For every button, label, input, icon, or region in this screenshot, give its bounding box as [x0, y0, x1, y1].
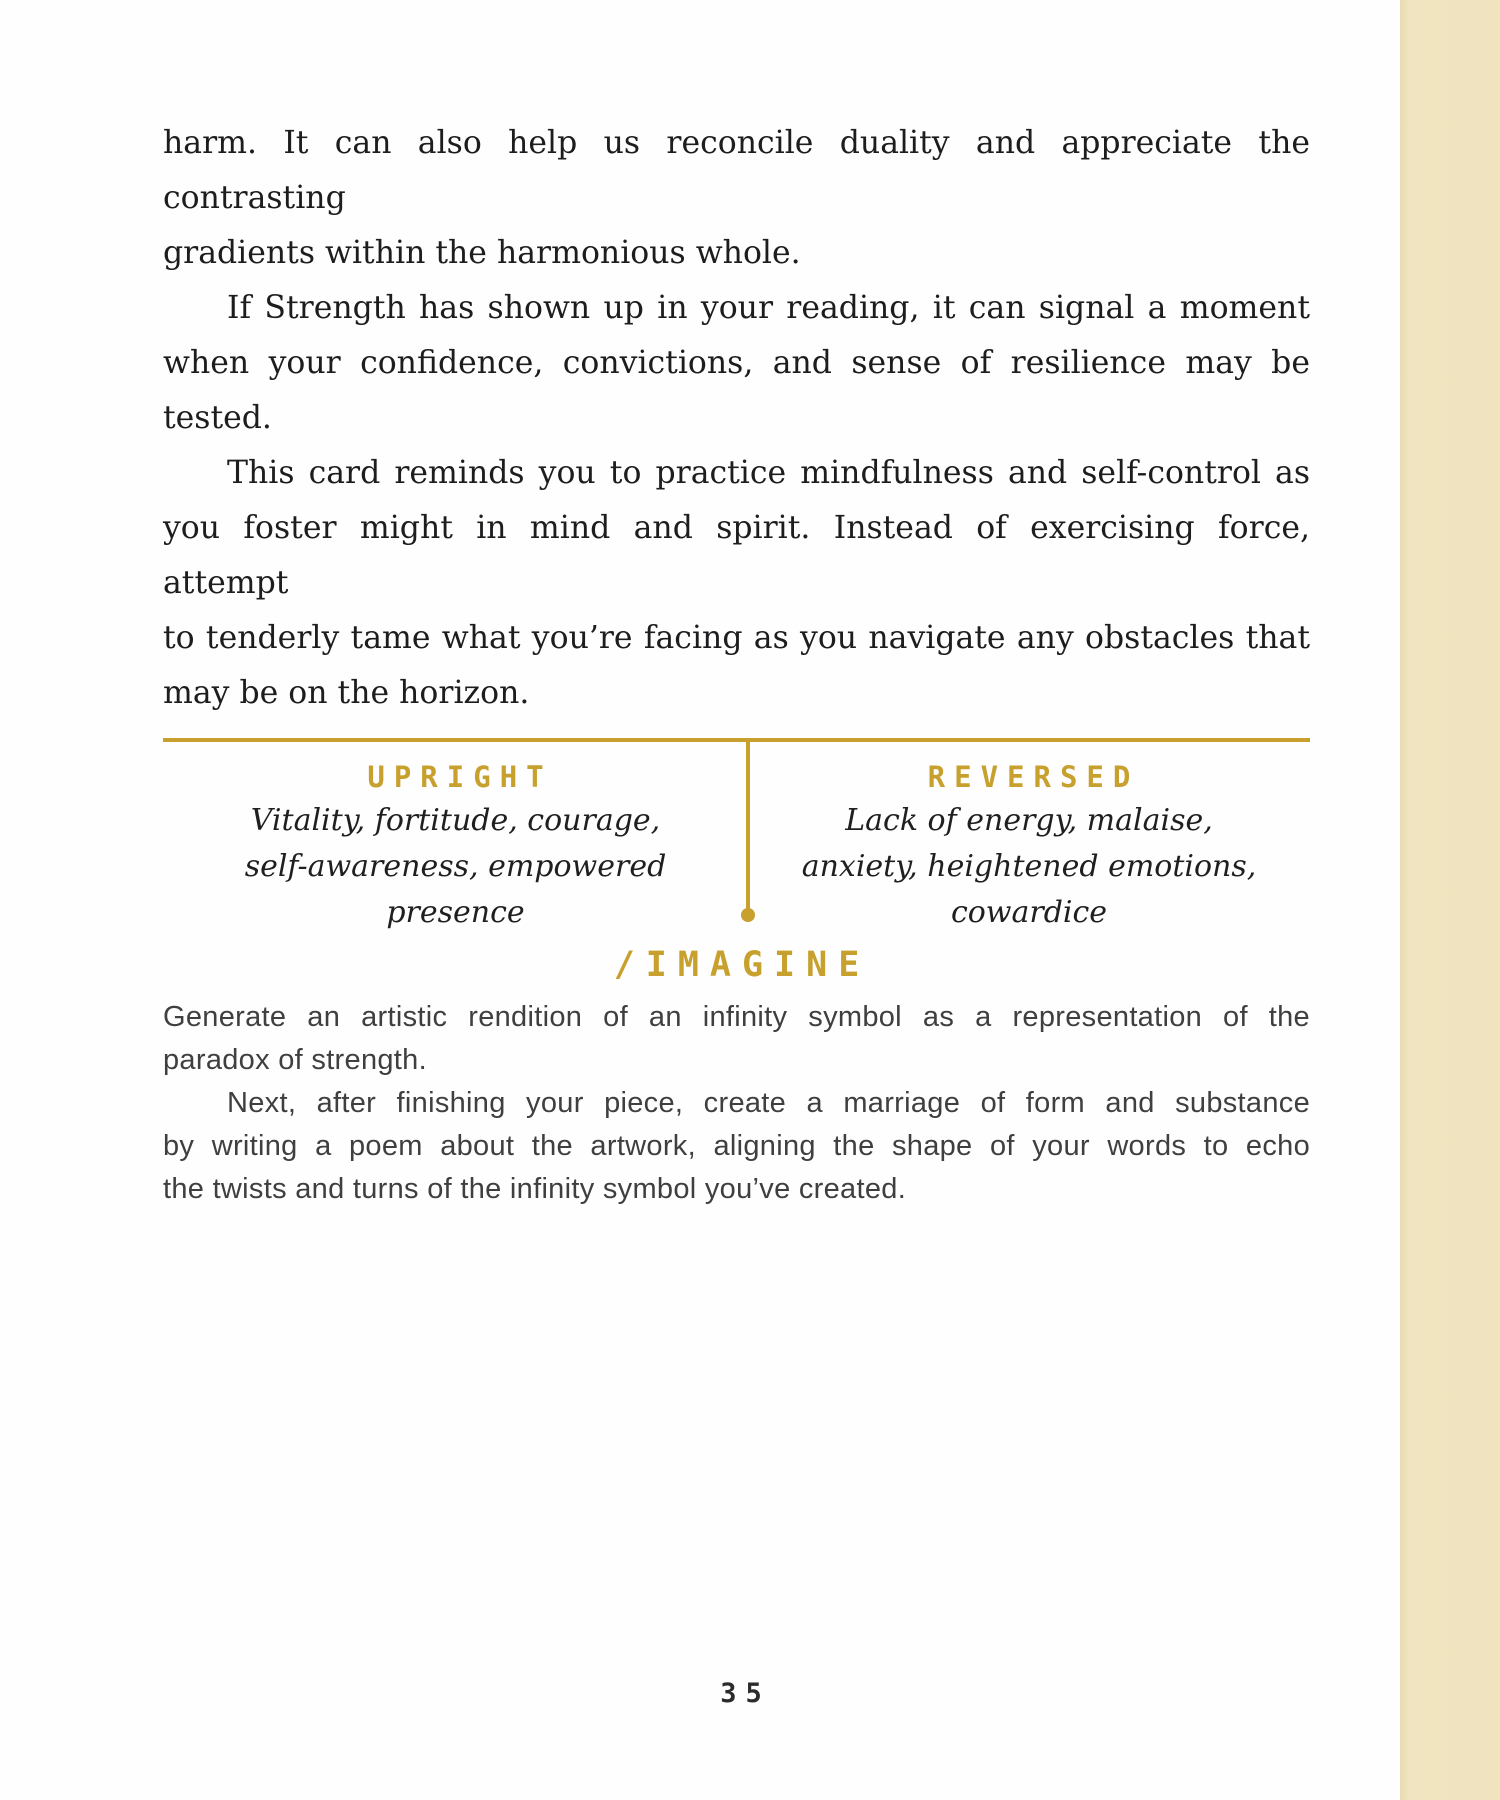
text-line: gradients within the harmonious whole. — [163, 235, 801, 271]
upright-column — [163, 756, 748, 936]
upright-keywords — [163, 798, 748, 936]
gold-vertical-rule — [746, 740, 750, 915]
page-content — [163, 116, 1310, 1211]
keywords-section — [163, 738, 1310, 936]
text-line: to tenderly tame what you’re facing as you navigate any obstacles that — [163, 620, 1310, 656]
keyword-line: anxiety, heightened emotions, — [801, 849, 1257, 884]
text-line: Next, after finishing your piece, create a marriage of form and substance — [227, 1087, 1310, 1119]
page-edge-stripe — [1400, 0, 1500, 1800]
keyword-line: self-awareness, empowered — [244, 849, 667, 884]
keyword-line: Lack of energy, malaise, — [845, 803, 1213, 838]
gold-divider-dot-icon — [741, 908, 755, 922]
keyword-line: Vitality, fortitude, courage, — [250, 803, 661, 838]
reversed-keywords — [748, 798, 1310, 936]
text-line: If Strength has shown up in your reading, it can signal a moment — [227, 290, 1310, 326]
upright-heading: UPRIGHT — [367, 760, 553, 794]
body-text — [163, 116, 1310, 721]
imagine-text — [163, 996, 1310, 1211]
text-line: by writing a poem about the artwork, aligning the shape of your words to echo — [163, 1130, 1310, 1162]
keyword-line: cowardice — [950, 895, 1108, 930]
page-number: 35 — [720, 1678, 771, 1709]
text-line: the twists and turns of the infinity symbol you’ve created. — [163, 1173, 907, 1205]
keyword-line: presence — [386, 895, 525, 930]
reversed-column — [748, 756, 1310, 936]
text-line: paradox of strength. — [163, 1044, 427, 1076]
text-line: This card reminds you to practice mindfulness and self-control as — [227, 455, 1310, 491]
imagine-section — [163, 942, 1310, 1211]
text-line: you foster might in mind and spirit. Instead of exercising force, attempt — [163, 510, 1310, 601]
reversed-heading: REVERSED — [927, 760, 1140, 794]
text-line: may be on the horizon. — [163, 675, 530, 711]
text-line: when your confidence, convictions, and sense of resilience may be tested. — [163, 345, 1310, 436]
imagine-heading: /IMAGINE — [613, 945, 871, 985]
text-line: harm. It can also help us reconcile duality and appreciate the contrasting — [163, 125, 1310, 216]
keywords-columns — [163, 742, 1310, 936]
text-line: Generate an artistic rendition of an infinity symbol as a representation of the — [163, 1001, 1310, 1033]
